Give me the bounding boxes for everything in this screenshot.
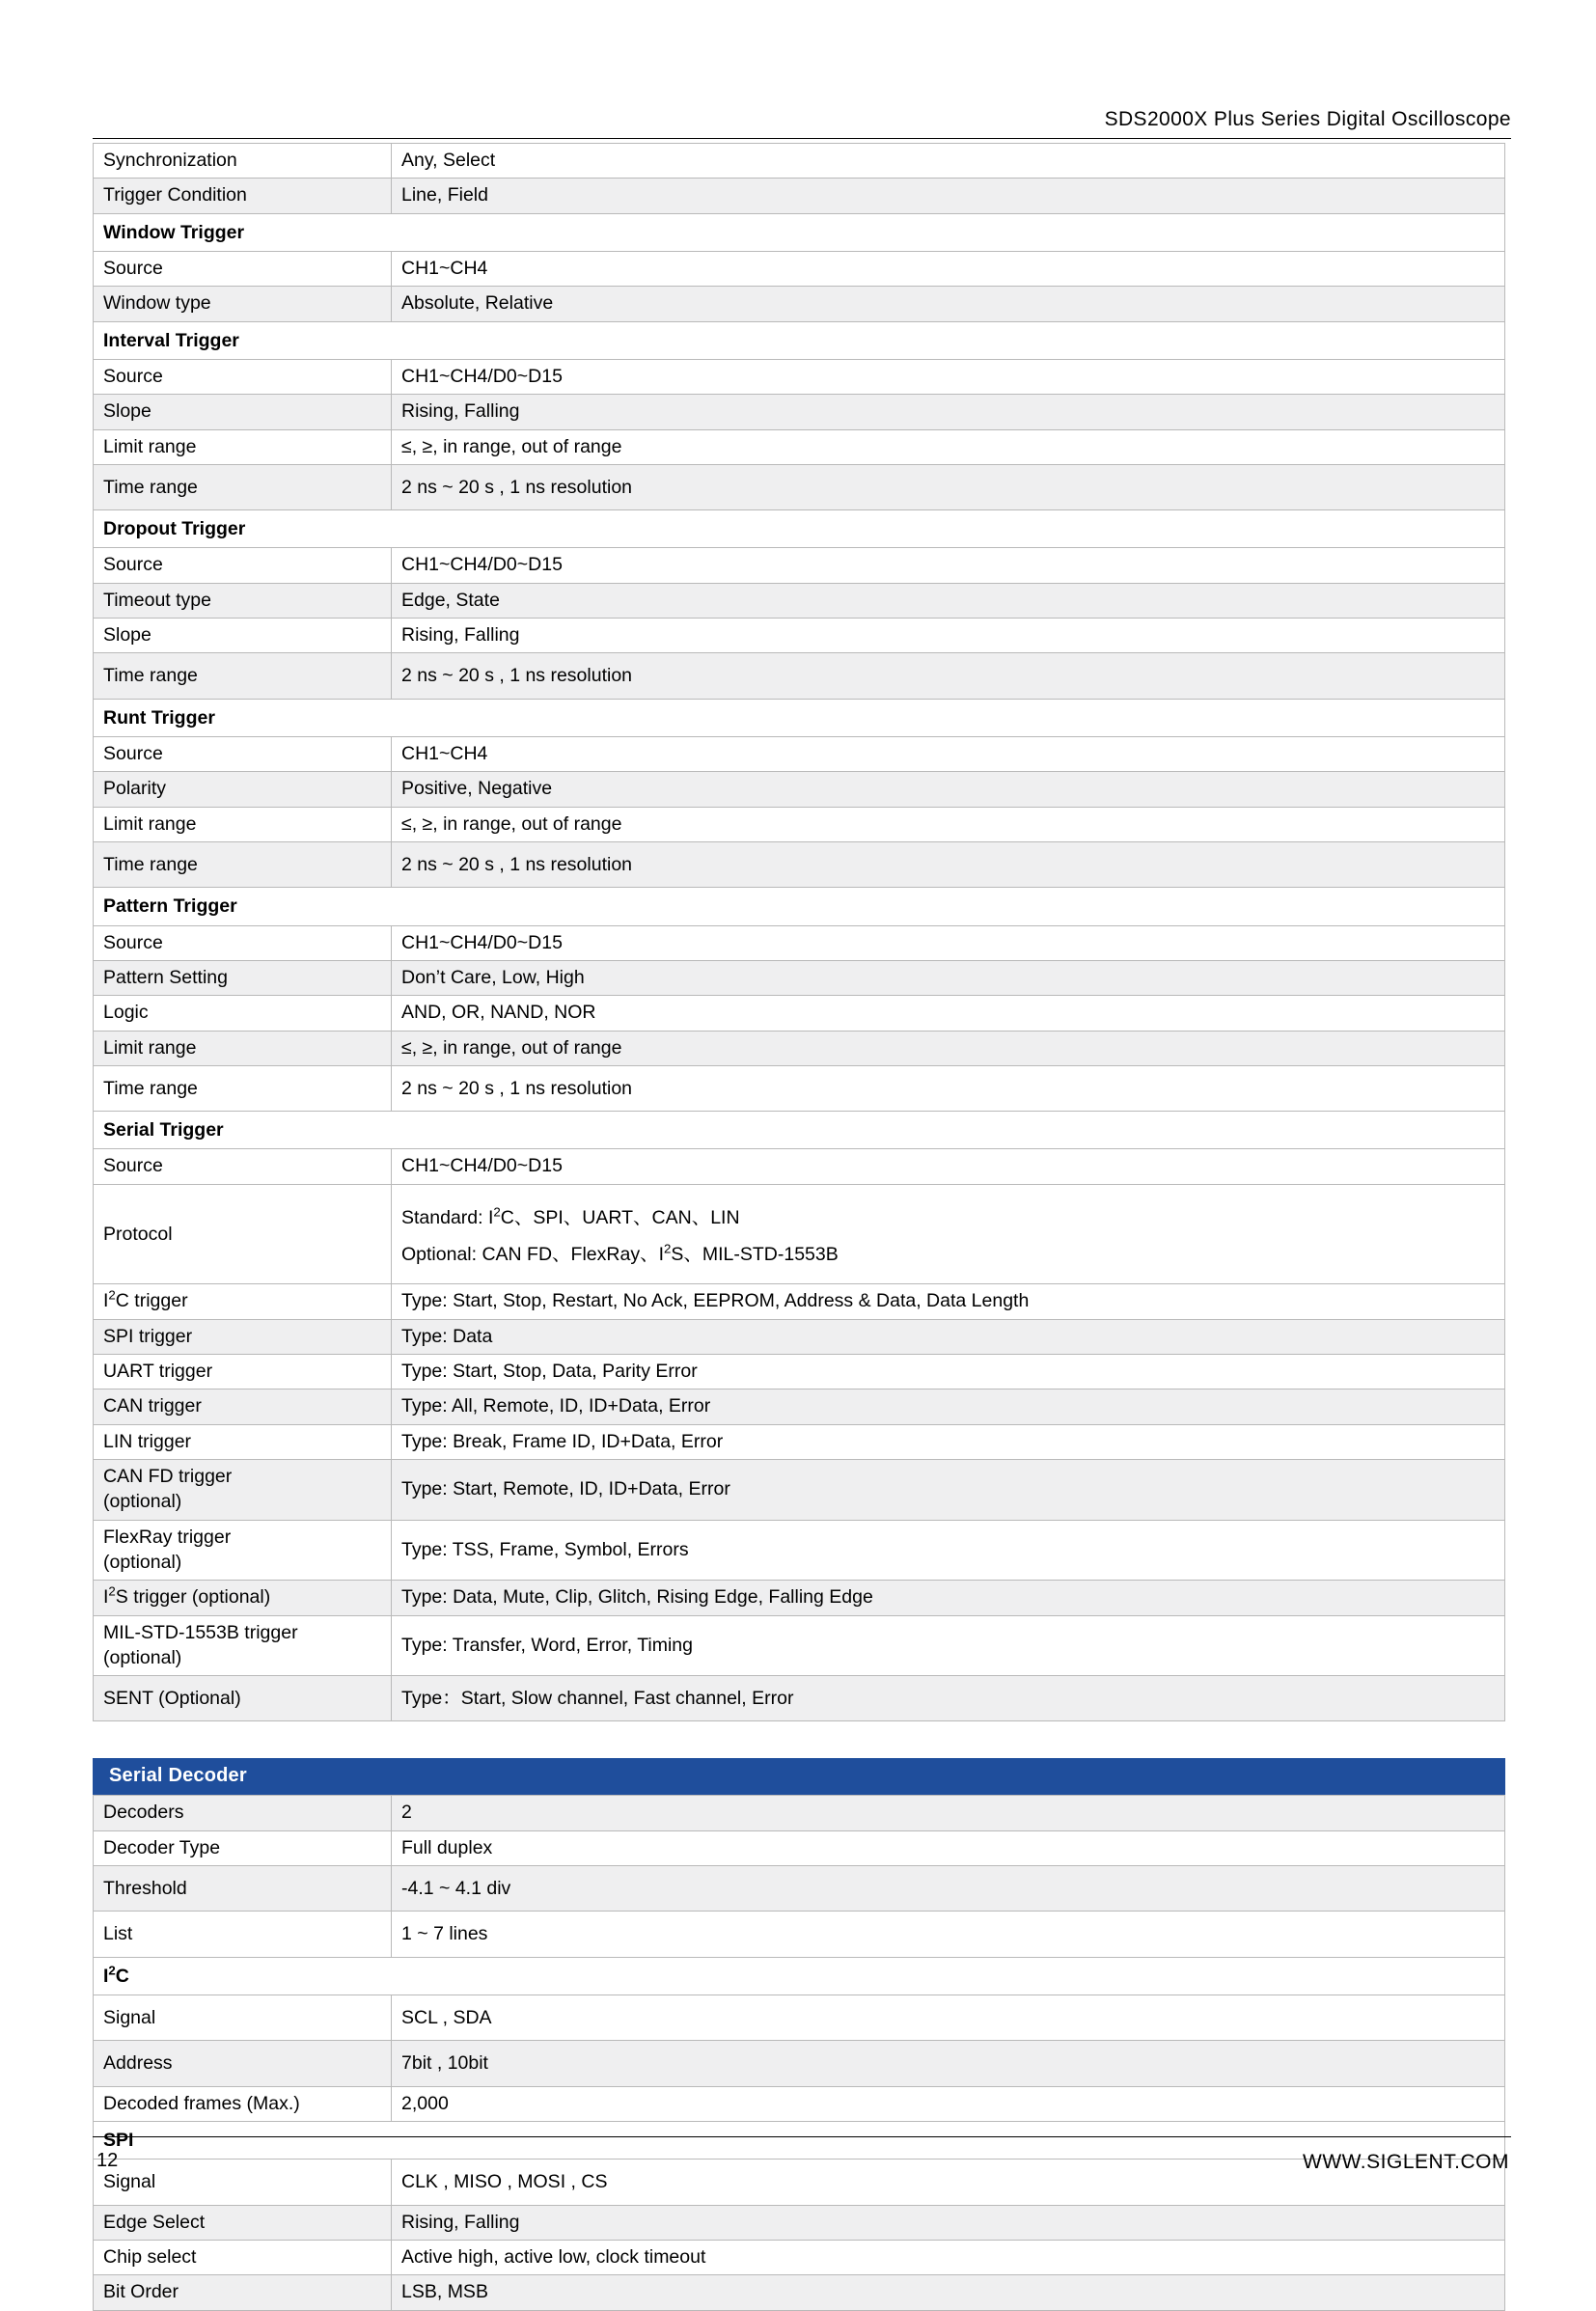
footer-page-number: 12	[96, 2150, 119, 2171]
row-value: CLK , MISO , MOSI , CS	[392, 2160, 1505, 2205]
page-header-title: SDS2000X Plus Series Digital Oscilloscope	[1104, 108, 1511, 130]
table-section-row	[94, 2121, 1505, 2159]
table-row	[94, 653, 1505, 699]
section-label: SPI	[94, 2121, 1505, 2159]
row-value: Type: Break, Frame ID, ID+Data, Error	[392, 1424, 1505, 1459]
table-section-row	[94, 1957, 1505, 1995]
section-label: Serial Trigger	[94, 1112, 1505, 1149]
row-value: 2 ns ~ 20 s , 1 ns resolution	[392, 1065, 1505, 1111]
section-label: Dropout Trigger	[94, 510, 1505, 548]
row-value: Full duplex	[392, 1830, 1505, 1865]
table-section-row	[94, 510, 1505, 548]
table-row	[94, 996, 1505, 1031]
row-value: Standard: $I^2C$、SPI、UART、CAN、LIN Optional: CAN FD、FlexRay、$I^2S$、MIL-STD-1553B	[392, 1184, 1505, 1284]
table-row	[94, 807, 1505, 841]
section-label: Runt Trigger	[94, 699, 1505, 736]
footer-website: WWW.SIGLENT.COM	[1303, 2151, 1509, 2173]
row-value: Type: Start, Stop, Data, Parity Error	[392, 1355, 1505, 1389]
row-label: List	[94, 1912, 392, 1957]
row-value: Don’t Care, Low, High	[392, 960, 1505, 995]
table-row	[94, 960, 1505, 995]
row-label: LIN trigger	[94, 1424, 392, 1459]
row-value: CH1~CH4/D0~D15	[392, 1149, 1505, 1184]
row-value: Type: Data, Mute, Clip, Glitch, Rising Edge, Falling Edge	[392, 1581, 1505, 1615]
page-content	[93, 143, 1505, 2311]
row-value: Active high, active low, clock timeout	[392, 2240, 1505, 2274]
row-value: Type: Start, Stop, Restart, No Ack, EEPROM, Address & Data, Data Length	[392, 1284, 1505, 1319]
row-value: Rising, Falling	[392, 619, 1505, 653]
table-row	[94, 1866, 1505, 1912]
row-label: Source	[94, 359, 392, 394]
table-row	[94, 1355, 1505, 1389]
row-value: Rising, Falling	[392, 395, 1505, 429]
row-label: Source	[94, 925, 392, 960]
table-row	[94, 1065, 1505, 1111]
row-value: CH1~CH4/D0~D15	[392, 359, 1505, 394]
row-label: Trigger Condition	[94, 179, 392, 213]
section-label: Window Trigger	[94, 213, 1505, 251]
table-row	[94, 144, 1505, 179]
table-row	[94, 1995, 1505, 2041]
row-value: Type: Transfer, Word, Error, Timing	[392, 1615, 1505, 1676]
row-label: Pattern Setting	[94, 960, 392, 995]
row-label: UART trigger	[94, 1355, 392, 1389]
row-label: Time range	[94, 1065, 392, 1111]
row-label: Limit range	[94, 1031, 392, 1065]
row-label: Source	[94, 737, 392, 772]
row-label: Time range	[94, 653, 392, 699]
table-section-row	[94, 213, 1505, 251]
table-row	[94, 2041, 1505, 2086]
row-label: MIL-STD-1553B trigger (optional)	[94, 1615, 392, 1676]
table-section-row	[94, 1112, 1505, 1149]
table-row	[94, 772, 1505, 807]
row-label: Source	[94, 548, 392, 583]
row-label: Time range	[94, 841, 392, 887]
row-value: Type: Start, Remote, ID, ID+Data, Error	[392, 1459, 1505, 1520]
table-row	[94, 1031, 1505, 1065]
table-row	[94, 287, 1505, 321]
row-label: Source	[94, 251, 392, 286]
table-row	[94, 1676, 1505, 1721]
row-value: -4.1 ~ 4.1 div	[392, 1866, 1505, 1912]
row-value: Rising, Falling	[392, 2205, 1505, 2240]
row-value: 2	[392, 1796, 1505, 1830]
row-value: CH1~CH4/D0~D15	[392, 548, 1505, 583]
row-label: Threshold	[94, 1866, 392, 1912]
section-label: Interval Trigger	[94, 321, 1505, 359]
row-value: CH1~CH4	[392, 251, 1505, 286]
row-value: CH1~CH4/D0~D15	[392, 925, 1505, 960]
section-label: $I^2C$	[94, 1957, 1505, 1995]
table-row	[94, 1520, 1505, 1581]
section-label: Pattern Trigger	[94, 888, 1505, 925]
table-section-row	[94, 321, 1505, 359]
row-value: ≤, ≥, in range, out of range	[392, 429, 1505, 464]
row-label: Address	[94, 2041, 392, 2086]
row-label: Source	[94, 1149, 392, 1184]
row-label: Bit Order	[94, 2275, 392, 2310]
header-divider	[93, 138, 1511, 139]
table-row	[94, 2086, 1505, 2121]
table-row	[94, 1319, 1505, 1354]
row-label: CAN FD trigger (optional)	[94, 1459, 392, 1520]
row-label: Signal	[94, 2160, 392, 2205]
row-label: Window type	[94, 287, 392, 321]
row-label: Decoded frames (Max.)	[94, 2086, 392, 2121]
row-label: Slope	[94, 619, 392, 653]
row-value: ≤, ≥, in range, out of range	[392, 1031, 1505, 1065]
row-value: Line, Field	[392, 179, 1505, 213]
row-label: Edge Select	[94, 2205, 392, 2240]
serial-decoder-table	[93, 1795, 1505, 2310]
table-row	[94, 429, 1505, 464]
row-label: CAN trigger	[94, 1389, 392, 1424]
row-label: Polarity	[94, 772, 392, 807]
row-label: SENT (Optional)	[94, 1676, 392, 1721]
row-label: Time range	[94, 464, 392, 509]
row-value: 7bit , 10bit	[392, 2041, 1505, 2086]
row-label: $I^2S$ trigger (optional)	[94, 1581, 392, 1615]
table-row	[94, 1615, 1505, 1676]
row-value: Type: TSS, Frame, Symbol, Errors	[392, 1520, 1505, 1581]
row-label: Limit range	[94, 429, 392, 464]
row-value: 2 ns ~ 20 s , 1 ns resolution	[392, 464, 1505, 509]
row-label: Logic	[94, 996, 392, 1031]
table-row	[94, 1184, 1505, 1284]
row-label: Signal	[94, 1995, 392, 2041]
row-value: LSB, MSB	[392, 2275, 1505, 2310]
row-value: Type：Start, Slow channel, Fast channel, Error	[392, 1676, 1505, 1721]
table-row	[94, 737, 1505, 772]
row-value: 2 ns ~ 20 s , 1 ns resolution	[392, 841, 1505, 887]
serial-decoder-section-header: Serial Decoder	[93, 1758, 1505, 1795]
table-row	[94, 2240, 1505, 2274]
table-row	[94, 2160, 1505, 2205]
row-value: 1 ~ 7 lines	[392, 1912, 1505, 1957]
trigger-spec-table	[93, 143, 1505, 1721]
table-row	[94, 1424, 1505, 1459]
row-value: 2 ns ~ 20 s , 1 ns resolution	[392, 653, 1505, 699]
row-label: Protocol	[94, 1184, 392, 1284]
row-value: Any, Select	[392, 144, 1505, 179]
row-label: Timeout type	[94, 583, 392, 618]
table-row	[94, 1581, 1505, 1615]
table-row	[94, 1830, 1505, 1865]
table-row	[94, 548, 1505, 583]
table-row	[94, 583, 1505, 618]
row-label: Slope	[94, 395, 392, 429]
table-row	[94, 925, 1505, 960]
row-value: Absolute, Relative	[392, 287, 1505, 321]
row-value: Edge, State	[392, 583, 1505, 618]
row-label: Chip select	[94, 2240, 392, 2274]
table-row	[94, 1459, 1505, 1520]
row-value: Type: Data	[392, 1319, 1505, 1354]
row-value: Type: All, Remote, ID, ID+Data, Error	[392, 1389, 1505, 1424]
table-row	[94, 464, 1505, 509]
table-row	[94, 1389, 1505, 1424]
table-row	[94, 1149, 1505, 1184]
row-label: $I^2C$ trigger	[94, 1284, 392, 1319]
row-label: Limit range	[94, 807, 392, 841]
row-value: SCL , SDA	[392, 1995, 1505, 2041]
table-row	[94, 179, 1505, 213]
table-section-row	[94, 888, 1505, 925]
table-section-row	[94, 699, 1505, 736]
table-row	[94, 359, 1505, 394]
table-row	[94, 2205, 1505, 2240]
row-label: SPI trigger	[94, 1319, 392, 1354]
footer-divider	[93, 2136, 1511, 2137]
table-row	[94, 841, 1505, 887]
table-row	[94, 395, 1505, 429]
table-row	[94, 619, 1505, 653]
table-row	[94, 1912, 1505, 1957]
row-value: 2,000	[392, 2086, 1505, 2121]
row-label: Decoders	[94, 1796, 392, 1830]
row-value: AND, OR, NAND, NOR	[392, 996, 1505, 1031]
table-row	[94, 2275, 1505, 2310]
table-row	[94, 1284, 1505, 1319]
row-value: ≤, ≥, in range, out of range	[392, 807, 1505, 841]
row-value: CH1~CH4	[392, 737, 1505, 772]
table-row	[94, 1796, 1505, 1830]
row-label: Decoder Type	[94, 1830, 392, 1865]
row-value: Positive, Negative	[392, 772, 1505, 807]
row-label: FlexRay trigger (optional)	[94, 1520, 392, 1581]
row-label: Synchronization	[94, 144, 392, 179]
table-row	[94, 251, 1505, 286]
